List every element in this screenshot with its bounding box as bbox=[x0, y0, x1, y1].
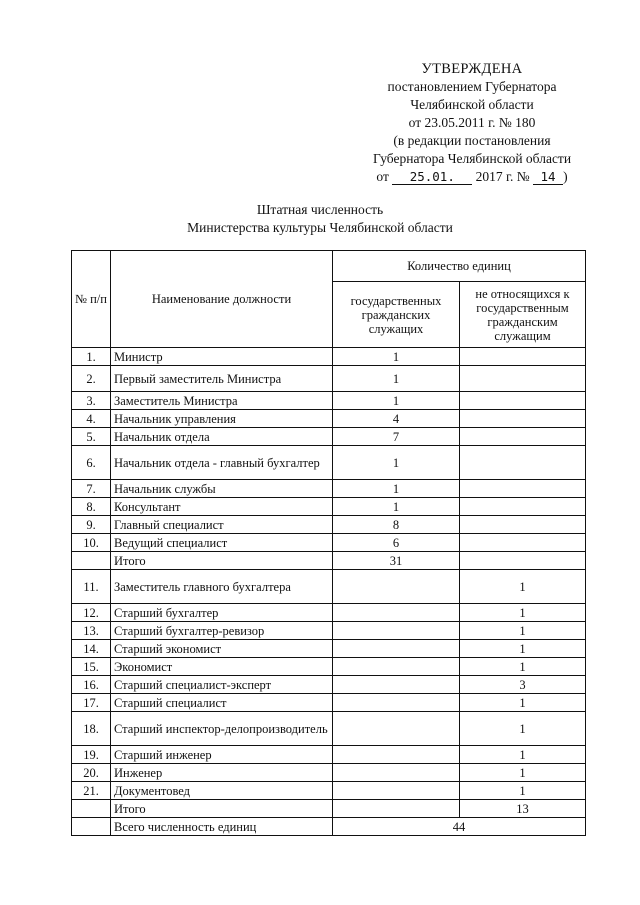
row-position-name: Старший бухгалтер bbox=[111, 604, 333, 622]
table-row bbox=[72, 392, 586, 410]
row-position-name: Первый заместитель Министра bbox=[111, 366, 333, 392]
revision-year: 2017 г. № bbox=[475, 169, 530, 184]
row-civil-count: 1 bbox=[333, 348, 460, 366]
row-other-count bbox=[460, 366, 586, 392]
header-non-civil-servants: не относящихся к государственным гражданским служащим bbox=[460, 282, 586, 348]
row-other-count: 1 bbox=[460, 764, 586, 782]
table-row bbox=[72, 622, 586, 640]
row-position-name: Старший специалист bbox=[111, 694, 333, 712]
table-row bbox=[72, 694, 586, 712]
row-number: 9. bbox=[72, 516, 111, 534]
row-civil-count: 7 bbox=[333, 428, 460, 446]
row-position-name: Начальник службы bbox=[111, 480, 333, 498]
document-title bbox=[0, 201, 640, 237]
row-number: 13. bbox=[72, 622, 111, 640]
table-row bbox=[72, 640, 586, 658]
row-other-count: 1 bbox=[460, 604, 586, 622]
row-position-name: Экономист bbox=[111, 658, 333, 676]
row-other-count bbox=[460, 446, 586, 480]
header-number: № п/п bbox=[72, 251, 111, 348]
row-number: 2. bbox=[72, 366, 111, 392]
row-other-count: 1 bbox=[460, 622, 586, 640]
row-position-name: Министр bbox=[111, 348, 333, 366]
row-number: 5. bbox=[72, 428, 111, 446]
row-other-count bbox=[460, 552, 586, 570]
table-row bbox=[72, 658, 586, 676]
approval-revision-line bbox=[352, 168, 592, 186]
row-number: 17. bbox=[72, 694, 111, 712]
row-position-name: Консультант bbox=[111, 498, 333, 516]
table-body bbox=[72, 348, 586, 836]
row-number: 15. bbox=[72, 658, 111, 676]
row-civil-count: 1 bbox=[333, 392, 460, 410]
revision-close: ) bbox=[563, 169, 568, 184]
total-label: Всего численность единиц bbox=[111, 818, 333, 836]
row-position-name: Главный специалист bbox=[111, 516, 333, 534]
title-line-1: Штатная численность bbox=[256, 202, 384, 217]
row-number: 12. bbox=[72, 604, 111, 622]
row-number: 1. bbox=[72, 348, 111, 366]
row-number: 14. bbox=[72, 640, 111, 658]
row-number bbox=[72, 552, 111, 570]
table-row bbox=[72, 534, 586, 552]
row-civil-count: 6 bbox=[333, 534, 460, 552]
row-number: 11. bbox=[72, 570, 111, 604]
row-position-name: Заместитель главного бухгалтера bbox=[111, 570, 333, 604]
table-row bbox=[72, 746, 586, 764]
table-row bbox=[72, 446, 586, 480]
row-civil-count bbox=[333, 658, 460, 676]
table-row bbox=[72, 348, 586, 366]
row-civil-count: 1 bbox=[333, 480, 460, 498]
row-other-count bbox=[460, 348, 586, 366]
row-other-count bbox=[460, 428, 586, 446]
row-number: 19. bbox=[72, 746, 111, 764]
total-value: 44 bbox=[333, 818, 586, 836]
row-other-count bbox=[460, 480, 586, 498]
row-position-name: Начальник управления bbox=[111, 410, 333, 428]
row-position-name: Старший инженер bbox=[111, 746, 333, 764]
row-other-count bbox=[460, 516, 586, 534]
row-other-count: 1 bbox=[460, 570, 586, 604]
row-number: 7. bbox=[72, 480, 111, 498]
row-other-count: 1 bbox=[460, 712, 586, 746]
row-other-count bbox=[460, 498, 586, 516]
table-row bbox=[72, 498, 586, 516]
table-row bbox=[72, 800, 586, 818]
table-row bbox=[72, 604, 586, 622]
row-other-count: 3 bbox=[460, 676, 586, 694]
row-number: 8. bbox=[72, 498, 111, 516]
approval-line: Челябинской области bbox=[410, 97, 534, 112]
row-other-count: 1 bbox=[460, 658, 586, 676]
row-position-name: Старший инспектор-делопроизводитель bbox=[111, 712, 333, 746]
row-position-name: Документовед bbox=[111, 782, 333, 800]
row-number: 10. bbox=[72, 534, 111, 552]
approval-line: Губернатора Челябинской области bbox=[372, 151, 572, 166]
revision-number-field: 14 bbox=[533, 169, 563, 185]
header-quantity: Количество единиц bbox=[333, 251, 586, 282]
table-total-row bbox=[72, 818, 586, 836]
row-number: 4. bbox=[72, 410, 111, 428]
table-row bbox=[72, 410, 586, 428]
row-number: 21. bbox=[72, 782, 111, 800]
table-row bbox=[72, 552, 586, 570]
row-other-count bbox=[460, 392, 586, 410]
row-position-name: Ведущий специалист bbox=[111, 534, 333, 552]
header-civil-servants: государственных гражданских служащих bbox=[333, 282, 460, 348]
table-row bbox=[72, 516, 586, 534]
table-row bbox=[72, 480, 586, 498]
row-other-count: 1 bbox=[460, 746, 586, 764]
table-row bbox=[72, 782, 586, 800]
row-civil-count bbox=[333, 640, 460, 658]
row-civil-count: 1 bbox=[333, 446, 460, 480]
row-civil-count: 31 bbox=[333, 552, 460, 570]
approval-line: постановлением Губернатора bbox=[387, 79, 557, 94]
row-other-count: 1 bbox=[460, 640, 586, 658]
row-civil-count bbox=[333, 694, 460, 712]
approval-stamp bbox=[352, 60, 592, 186]
row-other-count: 1 bbox=[460, 782, 586, 800]
row-civil-count bbox=[333, 782, 460, 800]
row-civil-count: 1 bbox=[333, 498, 460, 516]
table-row bbox=[72, 712, 586, 746]
table-header-row bbox=[72, 251, 586, 282]
row-number: 20. bbox=[72, 764, 111, 782]
row-number: 18. bbox=[72, 712, 111, 746]
row-other-count: 13 bbox=[460, 800, 586, 818]
row-number: 3. bbox=[72, 392, 111, 410]
table-row bbox=[72, 428, 586, 446]
title-line-2: Министерства культуры Челябинской области bbox=[187, 220, 453, 235]
row-civil-count: 8 bbox=[333, 516, 460, 534]
table-row bbox=[72, 366, 586, 392]
approval-line: (в редакции постановления bbox=[393, 133, 551, 148]
row-civil-count bbox=[333, 800, 460, 818]
table-row bbox=[72, 676, 586, 694]
row-other-count bbox=[460, 534, 586, 552]
staff-table bbox=[71, 250, 586, 836]
row-position-name: Инженер bbox=[111, 764, 333, 782]
row-position-name: Старший экономист bbox=[111, 640, 333, 658]
row-position-name: Старший специалист-эксперт bbox=[111, 676, 333, 694]
row-civil-count bbox=[333, 764, 460, 782]
approval-prefix: от bbox=[376, 169, 389, 184]
table-row bbox=[72, 570, 586, 604]
row-number: 16. bbox=[72, 676, 111, 694]
row-position-name: Итого bbox=[111, 800, 333, 818]
row-other-count bbox=[460, 410, 586, 428]
row-civil-count bbox=[333, 604, 460, 622]
row-position-name: Начальник отдела bbox=[111, 428, 333, 446]
header-position: Наименование должности bbox=[111, 251, 333, 348]
row-civil-count bbox=[333, 712, 460, 746]
row-civil-count bbox=[333, 570, 460, 604]
row-position-name: Заместитель Министра bbox=[111, 392, 333, 410]
row-number: 6. bbox=[72, 446, 111, 480]
row-number bbox=[72, 800, 111, 818]
row-other-count: 1 bbox=[460, 694, 586, 712]
row-civil-count bbox=[333, 746, 460, 764]
total-number-cell bbox=[72, 818, 111, 836]
approval-heading: УТВЕРЖДЕНА bbox=[421, 61, 523, 77]
approval-line: от 23.05.2011 г. № 180 bbox=[408, 115, 536, 130]
table-row bbox=[72, 764, 586, 782]
row-position-name: Старший бухгалтер-ревизор bbox=[111, 622, 333, 640]
row-position-name: Начальник отдела - главный бухгалтер bbox=[111, 446, 333, 480]
row-civil-count bbox=[333, 622, 460, 640]
row-civil-count bbox=[333, 676, 460, 694]
row-civil-count: 1 bbox=[333, 366, 460, 392]
row-position-name: Итого bbox=[111, 552, 333, 570]
row-civil-count: 4 bbox=[333, 410, 460, 428]
revision-date-field: 25.01. bbox=[392, 169, 472, 185]
